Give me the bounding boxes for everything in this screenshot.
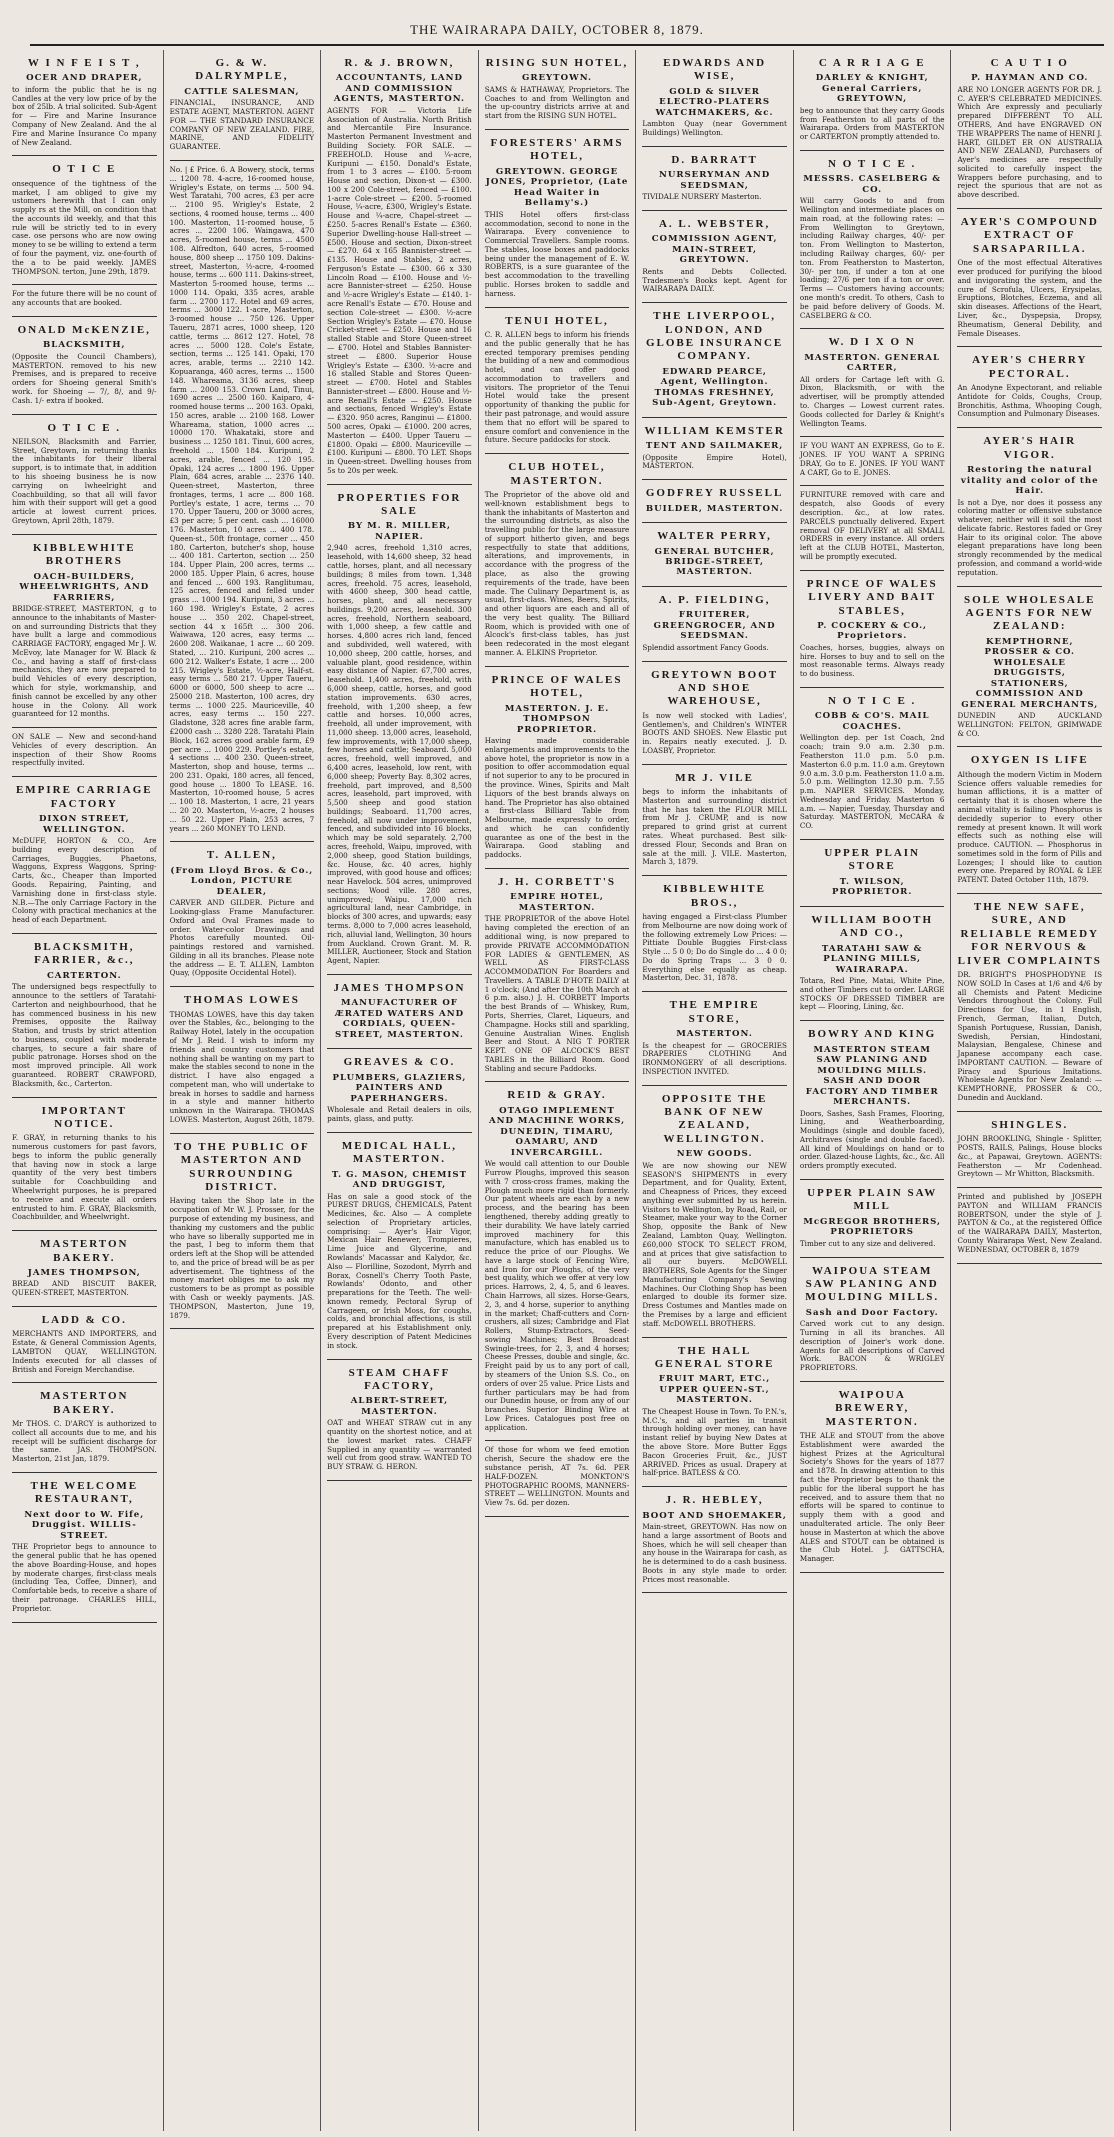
- ad-title: AYER'S HAIR VIGOR.: [983, 435, 1077, 461]
- ad-title: PRINCE OF WALES HOTEL,: [491, 673, 623, 700]
- ad-title: UPPER PLAIN STORE: [824, 847, 920, 873]
- advertisement: [642, 765, 787, 876]
- ad-title: GODFREY RUSSELL: [645, 487, 784, 500]
- ad-body: Will carry Goods to and from Wellington and intermediate places on main road, at the following rates: — From Wellington to Greytown, including Railway charges, 40/- per ton. From Wellington to Masterton, including Railway charges, 60/- per ton. From Featherston to Masterton, 30/- per ton, if under a ton at one loading; 27/6 per ton if a ton or over. Terms — Customers having accounts; one month's credit. To others, Cash to be paid before delivery of Goods. M. CASELBERG & CO.: [799, 196, 945, 320]
- ad-title: C A R R I A G E: [818, 57, 926, 69]
- ad-body: Printed and published by JOSEPH PAYTON and WILLIAM FRANCIS ROBERTSON, under the style of J. PAYTON & Co., at the registered Office of the WAIRARAPA DAILY, Masterton, County Wairarapa West, New Zealand. WEDNESDAY, OCTOBER 8, 1879: [957, 1192, 1103, 1254]
- ad-body: Coaches, horses, buggies, always on hire. Horses to buy and to sell on the most reasonable terms. Always ready to do business.: [799, 642, 945, 679]
- advertisement: [12, 317, 157, 415]
- ad-title: MEDICAL HALL, MASTERTON.: [341, 1139, 458, 1166]
- ad-subtitle: MASTERTON. J. E. THOMPSON PROPRIETOR.: [504, 703, 610, 735]
- masthead: THE WAIRARAPA DAILY, OCTOBER 8, 1879.: [410, 22, 704, 37]
- ad-body: THE Proprietor begs to announce to the general public that he has opened the above Boarding-House, and hopes by moderate charges, first-class meals (including Tea, Coffee, Dinner), and Comfortable beds, to receive a share of their patronage. CHARLES HILL, Proprietor.: [12, 1542, 157, 1613]
- advertisement: [12, 728, 157, 777]
- ad-body: Has on sale a good stock of the PUREST DRUGS, CHEMICALS, Patent Medicines, &c. Also — A complete selection of Proprietary articles, comprising: — Ayer's Hair Vigor, Mexican Hair Renewer, Trompieres, Lime Juice and Glycerine, and Rowlands' Macassar and Kalydor, &c. Also — Florilline, Sozodont, Myrrh and Borax, Cosnell's Cherry Tooth Paste, Rowlands' Odonto, and other preparations for the Teeth. The well-known remedy, Pectoral Syrup of Carrageen, or Irish Moss, for coughs, colds, and bronchial affections, is still prepared at his Establishment only. Every description of Patent Medicines in stock.: [327, 1191, 472, 1350]
- ad-subtitle: MASTERTON. GENERAL CARTER,: [804, 352, 940, 374]
- ad-subtitle: MANUFACTURER OF ÆRATED WATERS AND CORDIALS, QUEEN-STREET, MASTERTON.: [334, 998, 465, 1040]
- ad-body: TIVIDALE NURSERY Masterton.: [642, 192, 762, 202]
- advertisement: [170, 50, 315, 161]
- ad-subtitle: OCER AND DRAPER,: [26, 73, 143, 84]
- advertisement: [957, 1112, 1102, 1188]
- advertisement: [800, 151, 945, 329]
- ad-title: EMPIRE CARRIAGE FACTORY: [15, 784, 153, 810]
- ad-title: THE EMPIRE STORE,: [669, 999, 760, 1025]
- ad-title: TO THE PUBLIC OF MASTERTON AND SURROUNDING DISTRICT.: [173, 1140, 310, 1194]
- ad-body: Is not a Dye, nor does it possess any coloring matter or offensive substance whatever, neither will it soil the most delicate fabric. Restores faded or Grey Hair to its original color. The above elegant preparations have long been strongly recommended by the medical profession, and command a world-wide reputation.: [957, 497, 1103, 577]
- ad-title: REID & GRAY.: [507, 1089, 607, 1102]
- ad-title: MASTERTON BAKERY.: [40, 1238, 129, 1264]
- advertisement: [170, 1134, 315, 1330]
- advertisement: [642, 50, 787, 147]
- ad-title: R. & J. BROWN,: [344, 57, 455, 69]
- ad-title: UPPER PLAIN SAW MILL: [807, 1186, 938, 1213]
- ad-title: CLUB HOTEL, MASTERTON.: [508, 461, 606, 487]
- ad-body: For the future there will be no count of any accounts that are booked.: [12, 289, 157, 308]
- advertisement: [12, 1383, 157, 1473]
- ad-title: JAMES THOMPSON: [333, 981, 466, 994]
- ad-body: having engaged a First-class Plumber from Melbourne are now doing work of the following extremely Low Prices: — Pittiate Double Buggies First-class Style ... 5 0 0; Do do Single do ... 4 0 0; Do do Spring Traps ... 3 0 0. Everything else equally as cheap. Masterton, Dec. 31, 1878.: [642, 911, 787, 983]
- ad-subtitle: Restoring the natural vitality and color of the Hair.: [960, 465, 1099, 497]
- ad-body: (Opposite the Council Chambers), MASTERTON. removed to his new Premises, and is prepared to receive orders for Shoeing general Smith's work. for Shoeing — 7/, 8/, and 9/- Cash. 1/- extra if booked.: [12, 351, 157, 405]
- ad-title: KIBBLEWHITE BROS.,: [663, 883, 766, 909]
- columns: [6, 50, 1108, 2131]
- advertisement: [327, 485, 472, 975]
- advertisement: [642, 662, 787, 765]
- ad-title: SHINGLES.: [991, 1118, 1069, 1131]
- ad-subtitle: EMPIRE HOTEL, MASTERTON.: [510, 892, 604, 913]
- advertisement: [642, 1487, 787, 1593]
- ad-title: PROPERTIES FOR SALE: [337, 491, 462, 518]
- ad-title: STEAM CHAFF FACTORY,: [348, 1366, 451, 1392]
- ad-subtitle: ALBERT-STREET, MASTERTON.: [350, 1396, 449, 1417]
- ad-subtitle: MASTERTON.: [676, 1029, 753, 1040]
- advertisement: [327, 1049, 472, 1132]
- advertisement: [800, 486, 945, 570]
- ad-title: WAIPOUA BREWERY, MASTERTON.: [825, 1388, 919, 1428]
- ad-subtitle: EDWARD PEARCE, Agent, Wellington. THOMAS FRESHNEY, Sub-Agent, Greytown.: [652, 366, 778, 409]
- advertisement: [12, 777, 157, 934]
- ad-body: BREAD AND BISCUIT BAKER, QUEEN-STREET, MASTERTON.: [12, 1279, 157, 1298]
- advertisement: [957, 747, 1102, 894]
- ad-subtitle: COBB & CO'S. MAIL COACHES.: [814, 711, 930, 732]
- ad-subtitle: BLACKSMITH,: [43, 340, 126, 351]
- ad-body: Is now well stocked with Ladies', Gentlemen's, and Children's WINTER BOOTS AND SHOES. New Elastic put in. Repairs neatly executed. J. D. LOASBY, Proprietor.: [642, 710, 787, 755]
- ad-title: ONALD McKENZIE,: [17, 323, 151, 336]
- ad-subtitle: MESSRS. CASELBERG & CO.: [803, 174, 942, 195]
- ad-subtitle: CATTLE SALESMAN,: [184, 86, 300, 97]
- ad-title: BLACKSMITH, FARRIER, &c.,: [34, 940, 135, 967]
- advertisement: [800, 437, 945, 486]
- ad-title: W. D I X O N: [828, 336, 916, 349]
- ad-body: One of the most effectual Alteratives ever produced for purifying the blood and invigorating the system, and the cure of Scrofula, Ulcers, Erysipelas, Eruptions, Blotches, Eczema, and all skin diseases. Affections of the Heart, Liver, &c., Dyspepsia, Dropsy, Rheumatism, General Debility, and Female Diseases.: [957, 258, 1103, 338]
- ad-subtitle: P. HAYMAN AND CO.: [971, 73, 1089, 84]
- ad-title: WAIPOUA STEAM SAW PLANING AND MOULDING MILLS.: [805, 1264, 940, 1304]
- ad-body: THE PROPRIETOR of the above Hotel having completed the erection of an additional wing, is now prepared to provide PRIVATE ACCOMMODATION FOR LADIES & GENTLEMEN, AS WELL AS FIRST-CLASS ACCOMMODATION For Boarders and Travellers. A TABLE D'HOTE DAILY at 1 o'clock; (And after the 10th March at 6 p.m. also.) J. H. CORBETT Imports the best Brands of — Whiskey, Rum, Ports, Sherries, Claret, Liqueurs, and Champagne. Hocks still and sparkling, Genuine Australian Wines. English Beer and Stout. A NIG T PORTER KEPT. ONE OF ALCOCK'S BEST TABLES in the Billiard Room. Good Stabling and secure Paddocks.: [484, 914, 630, 1073]
- ad-title: D. BARRATT: [671, 153, 758, 166]
- ad-subtitle: GREYTOWN.: [522, 73, 593, 84]
- ad-subtitle: T. WILSON, PROPRIETOR.: [832, 876, 913, 898]
- advertisement: [800, 1180, 945, 1258]
- ad-body: Having taken the Shop late in the occupation of Mr W. J. Prosser, for the purpose of extending my business, and thanking my customers and the public who have so liberally supported me in the past, I beg to inform them that orders left at the Shop will be attended to, and the price of bread will be as per advertisement. The tightness of the money market obliges me to ask my customers to be as prompt as possible with Cash or weekly payments. JAS. THOMPSON, Masterton, June 19, 1879.: [169, 1196, 315, 1320]
- ad-title: TENUI HOTEL,: [505, 314, 609, 327]
- ad-body: JOHN BROOKLING, Shingle - Splitter, POSTS, RAILS, Palings, House blocks &c., at Papawai, Greytown. AGENTS: Featherston — Mr Codenhead. Greytown — Mr Whitton, Blacksmith.: [957, 1134, 1103, 1179]
- advertisement: [800, 840, 945, 907]
- ad-title: SOLE WHOLESALE AGENTS FOR NEW ZEALAND:: [964, 593, 1096, 633]
- ad-title: MASTERTON BAKERY.: [40, 1390, 129, 1416]
- ad-body: to inform the public that he is ng Candles at the very low price of by the box of 25lb. A trial solicited. Sub-Agent for — Fire and Marine Insurance Company of New Zealand. And the al Fire and Marine Insurance Co mpany of New Zealand.: [12, 84, 157, 147]
- ad-body: Although the modern Victim in Modern Science offers valuable remedies for human afflictions, it is a matter of certainty that it is chosen where the animal vitality is failing Phosphorus is decidedly superior to every other remedy at present known. It will work effects such as nothing else will produce. CAUTION. — Phosphorus in sometimes sold in the form of Pills and Lozenges; I should like to caution every one. Prepared by ROYAL & LEE PATENT. Dated October 11th, 1879.: [957, 769, 1103, 885]
- ad-subtitle: Sash and Door Factory.: [805, 1307, 939, 1318]
- ad-subtitle: BUILDER, MASTERTON.: [645, 503, 784, 514]
- ad-body: AGENTS FOR — Victoria Life Association of Australia. North British and Mercantile Fire Insurance. Masterton Permanent Investment and Building Society. FOR SALE. — FREEHOLD. House and ¼-acre, Kuripuni — £150. Donald's Estate, from 1 to 3 acres — £100. 5-room House and section, Dixon-st — £300. 100 x 200 Cole-street, fenced — £100. 1-acre Cole-street — £200. 5-roomed House, ¼-acre, £300, Wrigley's Estate. House and ¼-acre, Chapel-street — £250. 5-acres Renall's Estate — £360. Superior Dwelling-house Hall-street — £500. House and section, Dixon-street — £270. 64 x 165 Bannister-street — £135. House and Stables, 2 acres, Ferguson's Estate — £300. 66 x 330 Lincoln Road — £100. House and ½-acre Bannister-street — £250. House and ½-acre Wrigley's Estate — £140. 1-acre Renall's Estate — £70. House and section Cole-street — £300. ½-acre Section Wrigley's Estate — £70. House Cricket-street — £250. House and 16 stalled Stable and Store Queen-street — £700. Hotel and Stables Bannister-street — £800. Superior House Wrigley's Estate — £300. ½-acre and 16 stalled Stable and Stores Queen-street — £700. Hotel and Stables Bannister-street — £800. House and ½-acre Renall's Estate — £250. House and sections, fenced Wrigley's Estate — £320. 950 acres, Ranginui — £1800. 500 acres, Opaki — £1000. 200 acres, Masterton — £400. Upper Taueru — £1800. Opaki — £800. Mauriceville — £100. Kuripuni — £800. TO LET. Shops in Queen-street. Dwelling houses from 5s to 20s per week.: [327, 105, 472, 475]
- ad-body: We are now showing our NEW SEASON'S SHIPMENTS in every Department, and for Quality, Extent, and Cheapness of Prices, they exceed anything ever submitted by us herein. Visitors to Wellington, by Road, Rail, or Steamer, make your way to the Corner Shop, opposite the Bank of New Zealand, Lambton Quay, Wellington. £60,000 STOCK TO SELECT FROM, and at prices that give satisfaction to all our buyers. McDOWELL BROTHERS, Sole Agents for the Singer Manufacturing Company's Sewing Machines. Our Clothing Shop has been enlarged to double its former size. Dress Costumes and Mantles made on the Premises by a large and efficient staff. McDOWELL BROTHERS.: [642, 1160, 787, 1328]
- ad-title: J. R. HEBLEY,: [665, 1494, 764, 1507]
- ad-subtitle: BOOT AND SHOEMAKER,: [642, 1510, 787, 1521]
- advertisement: [170, 842, 315, 987]
- advertisement: [642, 211, 787, 303]
- advertisement: [642, 876, 787, 992]
- ad-subtitle: T. G. MASON, CHEMIST AND DRUGGIST,: [331, 1169, 467, 1191]
- ad-title: G. & W. DALRYMPLE,: [195, 57, 289, 83]
- column-2: [164, 50, 322, 2131]
- ad-title: WALTER PERRY,: [657, 530, 772, 543]
- advertisement: [12, 285, 157, 317]
- ad-subtitle: GREYTOWN. GEORGE JONES, Proprietor, (Late Head Waiter in Bellamy's.): [485, 166, 629, 209]
- ad-title: J. H. CORBETT'S: [498, 876, 617, 888]
- ad-subtitle: OTAGO IMPLEMENT AND MACHINE WORKS, DUNEDIN, TIMARU, OAMARU, AND INVERCARGILL.: [488, 1105, 626, 1158]
- ad-body: Lambton Quay (near Government Buildings) Wellington.: [642, 119, 787, 138]
- ad-subtitle: DARLEY & KNIGHT, General Carriers, GREYTOWN,: [815, 73, 929, 105]
- ad-title: THE HALL GENERAL STORE: [654, 1344, 775, 1370]
- ad-body: BRIDGE-STREET, MASTERTON, g to announce to the inhabitants of Master- on and surrounding Districts that they have bullt a large and commodious CARRIAGE FACTORY, engaged Mr J. W. McEvoy, late Manager for W. Black & Co., and having a staff of first-class mechanics, they are now prepared to build Vehicles of every description, which for style, workmanship, and finish cannot be excelled by any other house in the Colony. All work guaranteed for 12 months.: [12, 603, 157, 719]
- masthead-rule: [30, 44, 1104, 46]
- advertisement: [800, 1258, 945, 1382]
- ad-body: Wholesale and Retail dealers in oils, paints, glass, and putty.: [327, 1105, 472, 1123]
- ad-subtitle: PLUMBERS, GLAZIERS, PAINTERS AND PAPERHANGERS.: [332, 1072, 467, 1104]
- advertisement: [12, 1098, 157, 1232]
- ad-body: THE ALE and STOUT from the above Establishment were awarded the highest Prizes at the Agricultural Society's Shows for the years of 1877 and 1878. In drawing attention to this fact the Proprietor begs to thank the public for the liberal support he has received, and to assure them that no efforts will be spared to continue to supply them with a good and unadulterated article. The only Beer house in Masterton at which the above ALES and STOUT can be obtained is the Club Hotel. J. GATTSCHA, Manager.: [799, 1431, 945, 1564]
- advertisement: [642, 1086, 787, 1338]
- ad-subtitle: NURSERYMAN AND SEEDSMAN,: [658, 170, 771, 191]
- ad-title: THE NEW SAFE, SURE, AND RELIABLE REMEDY FOR NERVOUS & LIVER COMPLAINTS: [957, 901, 1102, 967]
- ad-title: THE WELCOME RESTAURANT,: [30, 1480, 139, 1506]
- ad-body: Mr THOS. C. D'ARCY is authorized to collect all accounts due to me, and his receipt will be sufficient discharge for the same. JAS. THOMPSON. Masterton, 21st Jan, 1879.: [12, 1419, 157, 1464]
- advertisement: [12, 1231, 157, 1307]
- ad-body: IF YOU WANT AN EXPRESS, Go to E. JONES. IF YOU WANT A SPRING DRAY, Go to E. JONES. IF YOU WANT A CART, Go to E. JONES.: [799, 441, 945, 477]
- ad-body: OAT and WHEAT STRAW cut in any quantity on the shortest notice, and at the lowest market rates. CHAFF Supplied in any quantity — warranted well cut from good straw. WANTED TO BUY STRAW. G. HERON.: [327, 1418, 472, 1472]
- ad-subtitle: NEW GOODS.: [676, 1149, 753, 1160]
- ad-subtitle: COMMISSION AGENT, MAIN-STREET, GREYTOWN.: [651, 234, 778, 266]
- advertisement: [642, 418, 787, 480]
- advertisement: [957, 1188, 1102, 1263]
- ad-body: Splendid assortment Fancy Goods.: [642, 642, 769, 652]
- ad-subtitle: FRUITERER, GREENGROCER, AND SEEDSMAN.: [653, 610, 776, 642]
- ad-title: EDWARDS AND WISE,: [663, 57, 767, 83]
- ad-body: C. R. ALLEN begs to inform his friends and the public generally that he has erected temporary premises pending the building of a new and commodious hotel, and can offer good accommodation to travellers and visitors. The proprietor of the Tenui Hotel would take the present opportunity of thanking the public for their past patronage, and would assure them that no effort will be spared to ensure comfort and convenience in the future. Secure paddocks for stock.: [484, 329, 630, 445]
- ad-title: THOMAS LOWES: [183, 994, 300, 1007]
- ad-title: N O T I C E .: [828, 157, 917, 170]
- advertisement: [957, 50, 1102, 209]
- ad-subtitle: OACH-BUILDERS, WHEELWRIGHTS, AND FARRIERS,: [19, 571, 150, 603]
- advertisement: [12, 535, 157, 728]
- ad-subtitle: Next door to W. Fife, Druggist. WILLIS-STREET.: [24, 1509, 145, 1541]
- advertisement: [642, 992, 787, 1085]
- advertisement: [12, 415, 157, 535]
- ad-body: Totara, Red Pine, Matai, White Pine, and other Timbers cut to order. LARGE STOCKS OF DRESSED TIMBER are kept — Flooring, Lining, &c.: [799, 976, 945, 1012]
- ad-title: IMPORTANT NOTICE.: [41, 1104, 127, 1130]
- ad-body: Carved work cut to any design. Turning in all its branches. All description of Joiner's work done. Agents for all descriptions of Carved Work. BACON & WRIGLEY PROPRIETORS.: [799, 1319, 945, 1373]
- ad-title: O T I C E: [52, 163, 117, 176]
- ad-title: PRINCE OF WALES LIVERY AND BAIT STABLES,: [806, 577, 938, 617]
- advertisement: [485, 869, 630, 1082]
- ad-subtitle: FRUIT MART, ETC., UPPER QUEEN-ST., MASTERTON.: [658, 1374, 771, 1406]
- advertisement: [485, 667, 630, 869]
- ad-title: T. ALLEN,: [206, 849, 277, 862]
- ad-subtitle: McGREGOR BROTHERS, PROPRIETORS: [803, 1216, 942, 1238]
- advertisement: [485, 50, 630, 130]
- ad-subtitle: KEMPTHORNE, PROSSER & CO. WHOLESALE DRUGGISTS, STATIONERS, COMMISSION AND GENERAL MERCHANTS,: [961, 636, 1099, 710]
- ad-body: The Proprietor of the above old and well-known establishment begs to thank the inhabitants of Masterton and the surrounding districts, as also the travelling public for the large measure of support hitherto given, and begs respectfully to state that additions, alterations, and improvements, in accordance with the progress of the place, as also the growing requirements of the trade, have been made. The Culinary Department is, as usual, first-class. Wines, Beers, Spirits, and other liquors are each and all of the very best quality. The Billiard Room, which is provided with one of Alcock's first-class tables, has just been redecorated in the most elegant manner. A. ELKINS Proprietor.: [484, 489, 630, 658]
- ad-subtitle: GOLD & SILVER ELECTRO-PLATERS WATCHMAKERS, &c.: [655, 86, 774, 118]
- advertisement: [642, 587, 787, 662]
- ad-body: An Anodyne Expectorant, and reliable Antidote for Colds, Coughs, Croup, Bronchitis, Asthma, Whooping Cough, Consumption and Pulmonary Diseases.: [957, 383, 1103, 419]
- ad-body: ARE NO LONGER AGENTS FOR DR. J. C. AYER'S CELEBRATED MEDICINES. Which Are expressly and peculiarly prepared DIFFERENT TO ALL OTHERS, And have ENGRAVED ON THE WRAPPERS The name of HENRI J. HART, GILDET ER ON AUSTRALIA AND NEW ZEALAND, Purchasers of Ayer's medicines are respectfully solicited to carefully inspect the Wrappers before purchasing, and to reject the spurious that are not as above described.: [957, 84, 1103, 200]
- ad-subtitle: JAMES THOMPSON,: [27, 1267, 141, 1278]
- ad-subtitle: BY M. R. MILLER, NAPIER.: [347, 521, 452, 542]
- ad-title: LADD & CO.: [41, 1314, 127, 1327]
- ad-body: The Cheapest House in Town. To P.N.'s, M.C.'s, and all parties in transit through holding over money, can have instant relief by buying New Dates at the above Store. More Butter Eggs Bacon Groceries Fruit, &c., JUST ARRIVED. Prices as usual. Drapery at half-price. BATLESS & CO.: [642, 1406, 787, 1478]
- ad-subtitle: DIXON STREET, WELLINGTON.: [38, 814, 130, 835]
- ad-body: We would call attention to our Double Furrow Ploughs, improved this season with 7 cross-cross frames, making the Plough much more rigid than formerly. Our patent wheels are each by a new process, and the bearing has been lengthened, thereby adding greatly to their durability. We have lately carried improved machinery for this manufacture, which has enabled us to reduce the price of our Ploughs. We have a large stock of Fencing Wire, and Iron for our Ploughs, of the very best quality, which we offer at very low prices. Harrows, 2, 4, 5, and 6 leaves. Chain Harrows, all sizes. Horse-Gears, 2, 3, and 4 horse, superior to anything in the market; Chaff-cutters and Corn-crushers, all sizes; Cambridge and Flat Rollers, Stump-Extractors, Seed-sowing Machines; Best Broadcast Swingle-trees, for 2, 3, and 4 horses; Cheese Presses, double and single, &c. Freight paid by us to any port of call, by steamers of the Union S.S. Co., on orders of over 25 value. Price Lists and further particulars may be had from our Dunedin house, or from any of our branches. Superior Binding Wire at Low Prices. Catalogues post free on application.: [484, 1159, 630, 1432]
- ad-body: Having made considerable enlargements and improvements to the above hotel, the proprietor is now in a position to offer accommodation equal if not superior to any to be procured in the province. Wines, Spirits and Malt Liquors of the best brands always on hand. The Proprietor has also obtained a first-class Billiard Table from Melbourne, made expressly to order, and which he can confidently guarantee as one of the best in the Wairarapa. Good stabling and paddocks.: [484, 736, 630, 860]
- ad-subtitle: TARATAHI SAW & PLANING MILLS, WAIRARAPA.: [821, 943, 923, 975]
- advertisement: [485, 1082, 630, 1441]
- ad-title: N O T I C E .: [828, 695, 917, 708]
- ad-body: CARVER AND GILDER. Picture and Looking-glass Frame Manufacturer. Oxford and Oval Frames made to order. Water-color Drawings and Photos carefully mounted. Oil-paintings restored and varnished. Gilding in all its branches. Please note the address — E. T. ALLEN, Lambton Quay, (Opposite Occidental Hotel).: [169, 898, 315, 978]
- ad-body: SAMS & HATHAWAY, Proprietors. The Coaches to and from Wellington and the up-country districts arrive at and start from the RISING SUN HOTEL.: [484, 84, 630, 121]
- ad-title: O T I C E .: [47, 421, 122, 434]
- ad-subtitle: GENERAL BUTCHER, BRIDGE-STREET, MASTERTON.: [654, 546, 775, 578]
- column-6: [794, 50, 952, 2131]
- advertisement: [12, 156, 157, 285]
- ad-body: FINANCIAL, INSURANCE, AND ESTATE AGENT, MASTERTON. AGENT FOR — THE STANDARD INSURANCE COMPANY OF NEW ZEALAND. FIRE, MARINE, AND FIDELITY GUARANTEE.: [169, 98, 315, 152]
- ad-title: FORESTERS' ARMS HOTEL,: [490, 137, 624, 163]
- ad-body: THOMAS LOWES, have this day taken over the Stables, &c., belonging to the Railway Hotel, lately in the occupation of Mr J. Reid. I wish to inform my friends and country customers that nothing shall be wanting on my part to make the stables second to none in the district. I have also engaged a competent man, who will undertake to break in horses to saddle and harness in a style and manner hitherto unknown in the Wairarapa. THOMAS LOWES. Masterton, August 26th, 1879.: [169, 1009, 315, 1125]
- ad-body: beg to announce that they carry Goods from Featherston to all parts of the Wairarapa. Orders from MASTERTON or CARTERTON promptly attended to.: [799, 105, 945, 142]
- advertisement: [327, 1360, 472, 1481]
- advertisement: [642, 523, 787, 587]
- advertisement: [12, 1473, 157, 1623]
- advertisement: [12, 934, 157, 1098]
- advertisement: [642, 480, 787, 523]
- ad-body: Of those for whom we feed emotion cherish, Secure the shadow ere the substance perish, AT 7s. 6d. PER HALF-DOZEN. MONKTON'S PHOTOGRAPHIC ROOMS, MANNERS-STREET — WELLINGTON. Mounts and View 7s. 6d. per dozen.: [484, 1445, 630, 1508]
- ad-body: THIS Hotel offers first-class accommodation, second to none in the Wairarapa. Every convenience to Commercial Travellers. Sample rooms. The stables, loose boxes and paddocks being under the management of E. W. ROBERTS, is a sure guarantee of the best accommodation to the travelling public. Horses broken to saddle and harness.: [484, 209, 630, 298]
- ad-subtitle: TENT AND SAILMAKER,: [645, 441, 784, 452]
- advertisement: [12, 50, 157, 156]
- ad-subtitle: CARTERTON.: [46, 970, 122, 981]
- ad-body: 2,940 acres, freehold 1,310 acres, leasehold, with 14,600 sheep, 32 head cattle, horses, plant, and all necessary buildings; 8 miles from town. 1,348 acres, freehold. 75 acres, leasehold, with 4600 sheep, 300 head cattle, horses, plant, and all necessary buildings. 9,200 acres, leasehold. 300 acres, freehold, Northern seaboard, with 1,000 sheep, a few cattle and horses. 4,800 acres rich land, fenced and subdivided, well watered, with 10,000 sheep, 200 cattle, horses, and valuable plant, good residence, within easy distance of Napier. 67,700 acres, leasehold. 1,400 acres, freehold, with 6,000 sheep, cattle, horses, and good station improvements. 630 acres, freehold, with 1,200 sheep, a few cattle and horses. 10,000 acres, freehold, all under improvement, with 11,000 sheep. 13,000 acres, leasehold, few improvements, with 17,000 sheep, few horses and cattle; Seaboard. 5,000 acres, freehold, well improved, and 6,400 acres, leasehold, low rent, with 6,000 sheep; Poverty Bay. 8,302 acres, freehold, part improved, and 8,500 acres, leasehold, part improved, with 5,500 sheep and good station buildings; Seaboard. 11,700 acres, freehold, all now under improvement, fenced, and subdivided into 16 blocks, which may be sold separately. 2,700 acres, freehold, Waipu, improved, with 2,000 sheep, good Station buildings, &c. House, &c. 40 acres, highly improved, with good house and offices; near Havelock. 504 acres, unimproved sections; Wood ville. 280 acres, unimproved; Waipu. 17,000 rich agricultural land, near Cambridge, in blocks of 300 acres, and upwards; easy terms. 8,000 to 7,000 acres leasehold, rich, alluvial land, Wellington, 30 hours from Auckland. Crown Grant. M. R. MILLER, Auctioneer, Stock and Station Agent, Napier.: [327, 543, 472, 966]
- ad-body: NEILSON, Blacksmith and Farrier, Street, Greytown, in returning thanks the inhabitants for their liberal support, is to intimate that, in addition to his shoeing business he is now carrying on lwheelright and Coachbuilding, so that all will favor him with their support will get a good article at lowest current prices. Greytown, April 28th, 1879.: [12, 436, 157, 525]
- advertisement: [957, 428, 1102, 586]
- advertisement: [957, 587, 1102, 748]
- advertisement: [957, 209, 1102, 347]
- advertisement: [170, 161, 315, 842]
- column-1: [6, 50, 164, 2131]
- ad-title: AYER'S COMPOUND EXTRACT OF SARSAPARILLA.: [960, 216, 1099, 255]
- advertisement: [800, 688, 945, 840]
- ad-title: A. P. FIELDING,: [658, 593, 771, 606]
- ad-title: GREAVES & CO.: [343, 1056, 456, 1069]
- column-7: [951, 50, 1108, 2131]
- advertisement: [957, 347, 1102, 428]
- advertisement: [327, 975, 472, 1049]
- ad-body: The undersigned begs respectfully to announce to the settlers of Taratahi-Carterton and neighbourhood, that he has commenced business in his new Premises, opposite the Railway Station, and trusts by strict attention to business, coupled with moderate charges, to secure a fair share of public patronage. Horses shod on the most improved principle. All work guaranteed. ROBERT CRAWFORD, Blacksmith, &c., Carterton.: [12, 982, 157, 1088]
- ad-title: W I N F E I S T ,: [27, 57, 141, 69]
- ad-body: onsequence of the tightness of the market, I am obliged to give my ustomers herewith that I can only supply rs at the Mill, on condition that the accounts ild weekly, and that this rule will be strictly ted to in every case. ose persons who are now owing money to se be willing to extend a term of four the payment, viz. one-fourth of the a to be paid weekly. JAMES THOMPSON. terton, June 29th, 1879.: [12, 178, 157, 276]
- advertisement: [957, 894, 1102, 1112]
- ad-title: OPPOSITE THE BANK OF NEW ZEALAND, WELLINGTON.: [661, 1092, 768, 1145]
- ad-title: MR J. VILE: [675, 771, 754, 784]
- ad-subtitle: MASTERTON STEAM SAW PLANING AND MOULDING MILLS. SASH AND DOOR FACTORY AND TIMBER MERCHANTS.: [805, 1044, 939, 1108]
- advertisement: [800, 1382, 945, 1573]
- ad-body: No. | £ Price. 6. A Bowery, stock, terms ... 1200 78. 4-acre, 16-roomed house, Wrigley's Estate, on terms ... 500 94. West Taratahi, 700 acres, £3 per acre ... 2100 95. Wrigley's Estate, 2 sections, 4 roomed house, terms ... 400 100. Masterton, 11-roomed house, 5 acres ... 2200 106. Waingawa, 470 acres, 5-roomed house, terms ... 4500 108. Alfredton, 640 acres, 5-roomed house, 800 sheep ... 1750 109. Dakins-street, Masterton, ½-acre, 4-roomed house, terms ... 600 111. Dakins-street, Masterton 5-roomed house, terms ... 1000 114. Opaki, 335 acres, arable farm ... 2700 117. Hotel and 69 acres, terms ... 3000 122. 1-acre, Masterton, 3-roomed house ... 750 126. Upper Taueru, 2871 acres, 1000 sheep, 120 cattle, terms ... 8612 127. Hotel, 78 acres ... 5000 128. Cole's Estate, section, terms ... 125 141. Opaki, 170 acres, arable, terms ... 2210 142. Kopuaranga, 460 acres, terms ... 1500 148. Whareama, 3136 acres, sheep farm ... 2000 153. Crown Land, Tinui, 1690 acres ... 2500 160. Kaiparo, 4-roomed house terms ... 200 163. Opaki, 150 acres, arable ... 2100 168. Lower Whareama, station, 1000 acres ... 10000 170. Whakataki, store and business ... 1250 181. Tinui, 600 acres, freehold ... 1500 184. Kuripuni, 2 acres, arable, fenced ... 120 195. Opaki, 124 acres ... 1800 196. Upper Plain, 684 acres, arable ... 2376 140. Queen-street, Masterton, three frontages, terms, 1 acre ... 800 168. Portley's estate, 1 acre, terms ... 70 170. Upper Taueru, 200 or 3000 acres, £3 per acre; 5 per cent. cash ... 16000 176. Masterton, 10 acres ... 400 178. Queen-st., 50ft frontage, corner ... 450 180. Carterton, butcher's shop, house ... 400 181. Carterton, section ... 250 184. Upper Plain, 200 acres, terms ... 2000 185. Upper Plain, 6 acres, house and fenced ... 600 193. Ranglitumau, 125 acres, fenced and felled under grass ... 1000 194. Kuripuni, 3 acres ... 160 198. Wrigley's Estate, 2 acres house ... 350 202. Chapel-street, section 44 x 165ft ... 300 206. Waiwawa, 120 acres, easy terms ... 2600 208. Waikanae, 1 acre ... 60 209. Stated, ... 210. Kuripuni, 200 acres ... 600 212. Walker's Estate, 1 acre ... 200 215. Wrigley's Estate, ½-acre, Half-st. easy terms ... 580 217. Upper Taueru, 6000 or 6000, 500 sheep to acre ... 25000 218. Masterton, 100 acres, dry terms ... 1000 225. Mauriceville, 40 acres, easy terms ... 150 227. Gladstone, 328 acres fine arable farm, £2000 cash ... 3280 228. Taratahi Plain Block, 162 acres good arable farm, £9 per acre ... 1000 229. Portley's estate, 4 sections ... 400 230. Queen-street, Masterton, shop and house, terms ... 200 231. Opaki, 180 acres, all fenced, good house ... 1800 To LEASE. 16. Masterton, 10-roomed house, 5 acres ... 100 18. Masterton, 1 acre, 21 years ... 20 20. Masterton, ½-acre, 2 houses ... 50 22. Upper Plain, 253 acres, 7 years ... 260 MONEY TO LEND.: [169, 164, 315, 833]
- ad-body: ON SALE — New and second-hand Vehicles of every description. An inspection of their Show Rooms respectfully invited.: [12, 732, 157, 768]
- column-3: [321, 50, 479, 2131]
- ad-body: Is the cheapest for — GROCERIES DRAPERIES CLOTHING And IRONMONGERY of all descriptions. INSPECTION INVITED.: [642, 1040, 787, 1076]
- advertisement: [485, 308, 630, 455]
- ad-subtitle: ACCOUNTANTS, LAND AND COMMISSION AGENTS, MASTERTON.: [333, 73, 466, 105]
- ad-body: Timber cut to any size and delivered.: [799, 1238, 936, 1248]
- advertisement: [12, 1307, 157, 1383]
- advertisement: [485, 130, 630, 308]
- ad-body: F. GRAY, in returning thanks to his numerous customers for past favors, begs to inform the public generally that having now in stock a large quantity of the very best timbers suitable for Coachbuilding and Wheelwright purposes, he is prepared to receive and execute all orders entrusted to him. F. GRAY, Blacksmith, Coachbuilder, and Wheelwright.: [12, 1133, 157, 1222]
- advertisement: [642, 303, 787, 418]
- advertisement: [327, 50, 472, 485]
- column-4: [479, 50, 637, 2131]
- ad-subtitle: (From Lloyd Bros. & Co., London, PICTURE DEALER,: [170, 865, 314, 897]
- ad-title: GREYTOWN BOOT AND SHOE WAREHOUSE,: [651, 668, 779, 708]
- ad-body: DUNEDIN AND AUCKLAND WELLINGTON: FELTON, GRIMWADE & CO.: [957, 711, 1103, 738]
- ad-body: FURNITURE removed with care and despatch, also Goods of every description. &c., at low rates. PARCELS punctually delivered. Expert removal OF DELIVERY at all SMALL ORDERS in every instance. All orders left at the CLUB HOTEL, Masterton, will be promptly executed.: [799, 490, 945, 561]
- ad-title: AYER'S CHERRY PECTORAL.: [972, 354, 1088, 380]
- ad-body: begs to inform the inhabitants of Masterton and surrounding district that he has taken the FLOUR MILL from Mr J. CRUMP, and is now prepared to grind grist at current rates. Wheat purchased. Best silk-dressed Flour, Seconds and Bran on sale at the mill. J. VILE. Masterton, March 3, 1879.: [642, 787, 787, 867]
- advertisement: [642, 147, 787, 211]
- advertisement: [800, 571, 945, 688]
- ad-title: BOWRY AND KING: [808, 1028, 937, 1041]
- advertisement: [800, 50, 945, 151]
- advertisement: [800, 907, 945, 1021]
- ad-title: KIBBLEWHITE BROTHERS: [32, 541, 136, 568]
- ad-body: DR. BRIGHT'S PHOSPHODYNE IS NOW SOLD In Cases at 1/6 and 4/6 by all Chemists and Patent Medicine Vendors throughout the Colony. Full Directions for Use, in 1 English, French, German, Italian, Dutch, Spanish Portuguese, Russian, Danish, Swedish, Persian, Hindostani, Malaysian, Bengalese, Chinese and Japanese accompany each case. IMPORTANT CAUTION. — Beware of Piracy and Spurious Imitations. Wholesale Agents for New Zealand: — KEMPTHORNE, PROSSER & CO., Dunedin and Auckland.: [957, 970, 1103, 1103]
- ad-body: McDUFF, HORTON & CO., Are building every description of Carriages, Buggies, Phaetons, Waggons, Express Waggons, Spring-Carts, &c., Cheaper than Imported Goods. Repairing, Painting, and Varnishing done in first-class style. N.B.—The only Carriage Factory in the Colony with practical mechanics at the head of each Department.: [12, 836, 157, 925]
- ad-body: Main-street, GREYTOWN. Has now on hand a large assortment of Boots and Shoes, which he will sell cheaper than any house in the Wairarapa for cash, as he is determined to do a cash business. Boots in any style made to order. Prices most reasonable.: [642, 1522, 787, 1584]
- ad-body: All orders for Cartage left with G. Dixon, Blacksmith, or with the advertiser, will be promptly attended to. Charges — Lowest current rates. Goods collected for Darley & Knight's Wellington Teams.: [799, 374, 945, 428]
- advertisement: [800, 1021, 945, 1180]
- ad-title: WILLIAM BOOTH AND CO.,: [811, 913, 933, 940]
- advertisement: [642, 1338, 787, 1488]
- advertisement: [800, 329, 945, 437]
- ad-body: Doors, Sashes, Sash Frames, Flooring, Lining, and Weatherboarding, Mouldings (single and double faced), Architraves (single and double faced). All kind of Mouldings on hand or to order. Glazed-house Lights, &c., &c. All orders promptly executed.: [799, 1108, 945, 1171]
- ad-body: Rents and Debts Collected. Tradesmen's Books kept. Agent for WAIRARAPA DAILY.: [642, 266, 787, 294]
- ad-subtitle: P. COCKERY & CO., Proprietors.: [817, 620, 928, 642]
- ad-body: (Opposite Empire Hotel), MASTERTON.: [642, 452, 787, 471]
- ad-title: WILLIAM KEMSTER: [644, 424, 785, 437]
- ad-title: RISING SUN HOTEL,: [485, 57, 629, 69]
- advertisement: [485, 454, 630, 667]
- ad-title: A. L. WEBSTER,: [658, 217, 771, 230]
- advertisement: [327, 1133, 472, 1360]
- advertisement: [485, 1441, 630, 1516]
- ad-title: C A U T I O: [990, 57, 1069, 69]
- column-5: [636, 50, 794, 2131]
- ad-title: THE LIVERPOOL, LONDON, AND GLOBE INSURANCE COMPANY.: [645, 310, 784, 363]
- ad-body: Wellington dep. per 1st Coach, 2nd coach; train 9.0 a.m. 2.30 p.m. Featherston 11.0 p.m. 5.0 p.m. Masterton 6.0 p.m. 11.0 a.m. Greytown 9.0 a.m. 3.0 p.m. Featherston 11.0 a.m. 5.0 p.m. Wellington 12.30 p.m. 7.55 p.m. NAPIER SERVICES. Monday, Wednesday and Friday. Masterton 6 a.m. — Napier, Tuesday, Thursday and Saturday. MASTERTON, McCARA & CO.: [799, 733, 945, 831]
- advertisement: [170, 987, 315, 1134]
- ad-title: OXYGEN IS LIFE: [970, 754, 1089, 767]
- ad-body: MERCHANTS AND IMPORTERS, and Estate, & General Commission Agents, LAMBTON QUAY, WELLINGTON. Indents executed for all classes of British and Foreign Merchandise.: [12, 1329, 157, 1374]
